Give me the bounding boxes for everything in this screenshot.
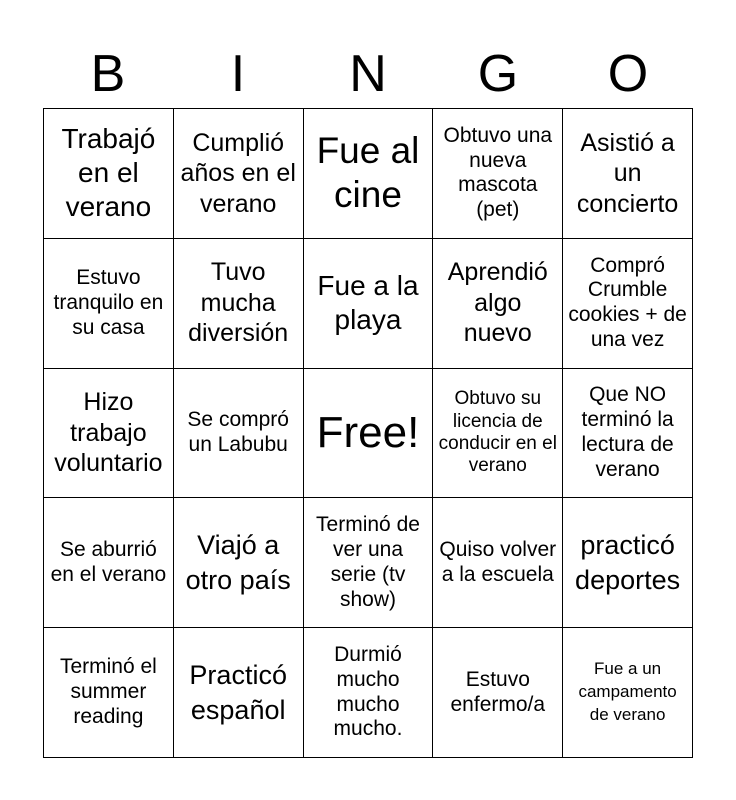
bingo-cell[interactable]: Terminó de ver una serie (tv show) [304, 498, 434, 628]
bingo-cell[interactable]: Compró Crumble cookies + de una vez [563, 239, 693, 369]
header-letter-b: B [90, 45, 126, 103]
bingo-cell[interactable]: Se aburrió en el verano [44, 498, 174, 628]
bingo-cell[interactable]: Estuvo tranquilo en su casa [44, 239, 174, 369]
header-letter-g: G [477, 45, 519, 103]
bingo-cell[interactable]: Terminó el summer reading [44, 628, 174, 758]
bingo-cell[interactable]: Trabajó en el verano [44, 109, 174, 239]
header-letter-n: N [349, 45, 387, 103]
bingo-cell[interactable]: Obtuvo una nueva mascota (pet) [433, 109, 563, 239]
bingo-cell[interactable]: Viajó a otro país [174, 498, 304, 628]
header-letter-o: O [607, 45, 649, 103]
bingo-cell[interactable]: Aprendió algo nuevo [433, 239, 563, 369]
bingo-header [43, 40, 693, 108]
bingo-cell[interactable]: Quiso volver a la escuela [433, 498, 563, 628]
bingo-cell[interactable]: Se compró un Labubu [174, 369, 304, 499]
bingo-cell[interactable]: Fue a la playa [304, 239, 434, 369]
free-space: Free! [304, 369, 434, 499]
bingo-cell[interactable]: Estuvo enfermo/a [433, 628, 563, 758]
bingo-cell[interactable]: Cumplió años en el verano [174, 109, 304, 239]
header-letter-i: I [230, 45, 246, 103]
bingo-cell[interactable]: Practicó español [174, 628, 304, 758]
bingo-cell[interactable]: Hizo trabajo voluntario [44, 369, 174, 499]
bingo-cell[interactable]: Fue al cine [304, 109, 434, 239]
bingo-cell[interactable]: Tuvo mucha diversión [174, 239, 304, 369]
bingo-cell[interactable]: Asistió a un concierto [563, 109, 693, 239]
bingo-cell[interactable]: Obtuvo su licencia de conducir en el verano [433, 369, 563, 499]
bingo-cell[interactable]: Fue a un campamento de verano [563, 628, 693, 758]
bingo-card [43, 108, 693, 758]
bingo-cell[interactable]: Que NO terminó la lectura de verano [563, 369, 693, 499]
bingo-cell[interactable]: Durmió mucho mucho mucho. [304, 628, 434, 758]
bingo-cell[interactable]: practicó deportes [563, 498, 693, 628]
